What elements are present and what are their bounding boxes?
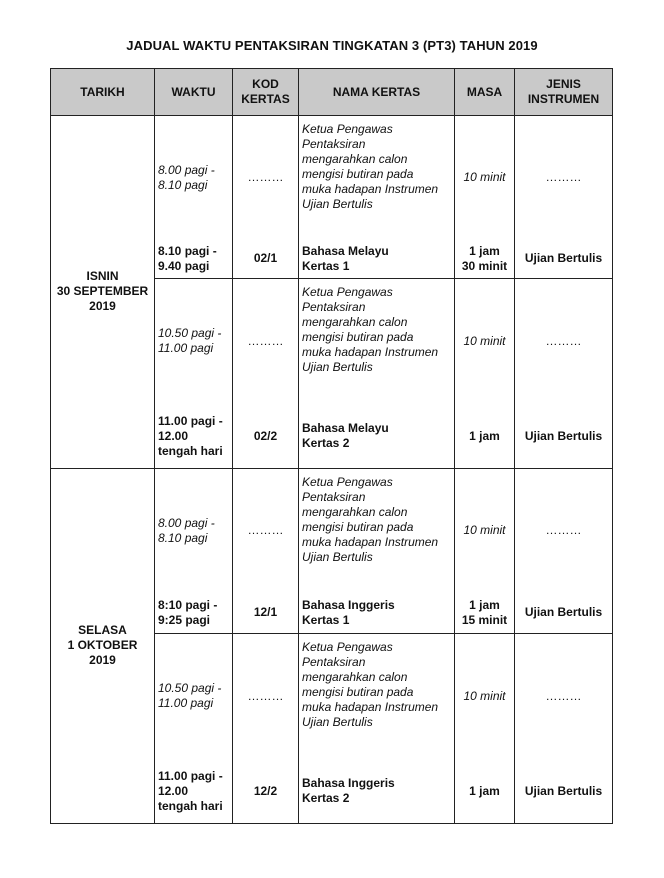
nama-line: Kertas 1: [302, 612, 350, 627]
nama-line: Ketua Pengawas: [302, 284, 393, 299]
header-jenis-line2: INSTRUMEN: [527, 92, 600, 106]
nama-line: Bahasa Melayu: [302, 421, 389, 436]
masa-line: 10 minit: [463, 333, 506, 348]
waktu-cell: [155, 116, 233, 240]
nama-line: mengisi butiran pada: [302, 684, 414, 699]
waktu-line: 8.10 pagi: [158, 177, 208, 192]
kod-kertas-cell: 02/2: [233, 404, 299, 468]
header-row: [51, 69, 613, 116]
masa-line: 1 jam: [469, 243, 500, 258]
masa-line: 1 jam: [469, 428, 500, 443]
nama-line: Pentaksiran: [302, 299, 366, 314]
date-day: ISNIN: [86, 269, 119, 284]
waktu-line: 8:10 pagi -: [158, 597, 218, 612]
nama-line: Ujian Bertulis: [302, 714, 373, 729]
nama-line: muka hadapan Instrumen: [302, 699, 439, 714]
waktu-cell: [155, 759, 233, 823]
masa-cell: [455, 592, 515, 633]
table-row: [51, 468, 613, 592]
jenis-instrumen-cell: ………: [515, 633, 613, 759]
nama-kertas-cell: [299, 240, 455, 279]
nama-line: mengarahkan calon: [302, 504, 408, 519]
date-date: 30 SEPTEMBER: [56, 284, 149, 299]
nama-line: Ketua Pengawas: [302, 474, 393, 489]
nama-kertas-cell: [299, 468, 455, 592]
nama-line: Ujian Bertulis: [302, 549, 373, 564]
jenis-instrumen-cell: Ujian Bertulis: [515, 240, 613, 279]
nama-line: mengisi butiran pada: [302, 167, 414, 181]
header-kod-line2: KERTAS: [241, 92, 290, 106]
waktu-line: 9.40 pagi: [158, 258, 210, 273]
kod-kertas-cell: 12/1: [233, 592, 299, 633]
jenis-instrumen-cell: ………: [515, 278, 613, 404]
kod-kertas-cell: ………: [233, 468, 299, 592]
nama-line: mengarahkan calon: [302, 314, 408, 329]
header-jenis-instrumen: [515, 69, 613, 116]
nama-line: Pentaksiran: [302, 137, 366, 151]
nama-line: Bahasa Inggeris: [302, 597, 395, 612]
kod-kertas-cell: ………: [233, 633, 299, 759]
masa-line: 15 minit: [461, 612, 508, 627]
waktu-line: 10.50 pagi -: [158, 681, 222, 696]
kod-kertas-cell: 02/1: [233, 240, 299, 279]
kod-kertas-cell: ………: [233, 116, 299, 240]
waktu-cell: [155, 592, 233, 633]
kod-kertas-cell: ………: [233, 278, 299, 404]
nama-line: Bahasa Inggeris: [302, 776, 395, 791]
nama-line: Kertas 1: [302, 258, 350, 273]
nama-kertas-cell: [299, 592, 455, 633]
nama-line: mengarahkan calon: [302, 152, 408, 166]
date-date: 1 OKTOBER: [67, 638, 138, 653]
masa-cell: [455, 468, 515, 592]
nama-line: Pentaksiran: [302, 654, 366, 669]
masa-cell: [455, 116, 515, 240]
masa-line: 10 minit: [463, 170, 506, 185]
waktu-line: tengah hari: [158, 798, 223, 813]
masa-line: 10 minit: [463, 688, 506, 703]
waktu-cell: [155, 278, 233, 404]
exam-schedule-table: [50, 68, 613, 824]
table-row: [51, 116, 613, 240]
nama-line: Ketua Pengawas: [302, 639, 393, 654]
waktu-line: 9:25 pagi: [158, 612, 211, 627]
jenis-instrumen-cell: Ujian Bertulis: [515, 759, 613, 823]
nama-line: Ketua Pengawas: [302, 122, 393, 136]
header-kod-kertas: [233, 69, 299, 116]
jenis-instrumen-cell: ………: [515, 468, 613, 592]
date-cell: [51, 468, 155, 823]
page-title: JADUAL WAKTU PENTAKSIRAN TINGKATAN 3 (PT3) TAHUN 2019: [126, 38, 538, 53]
date-year: 2019: [89, 653, 116, 668]
waktu-line: tengah hari: [158, 443, 223, 458]
nama-line: mengisi butiran pada: [302, 519, 414, 534]
masa-cell: [455, 278, 515, 404]
nama-kertas-cell: [299, 404, 455, 468]
nama-kertas-cell: [299, 759, 455, 823]
waktu-line: 12.00: [158, 783, 189, 798]
jenis-instrumen-cell: Ujian Bertulis: [515, 592, 613, 633]
nama-line: Ujian Bertulis: [302, 197, 373, 211]
nama-kertas-cell: [299, 633, 455, 759]
nama-line: muka hadapan Instrumen: [302, 534, 439, 549]
header-jenis-line1: JENIS: [546, 77, 581, 91]
waktu-line: 8.10 pagi: [158, 530, 208, 545]
header-masa: MASA: [455, 69, 515, 116]
jenis-instrumen-cell: Ujian Bertulis: [515, 404, 613, 468]
header-waktu: WAKTU: [155, 69, 233, 116]
date-cell: [51, 116, 155, 469]
waktu-line: 11.00 pagi: [158, 341, 214, 356]
nama-line: Bahasa Melayu: [302, 243, 389, 258]
nama-kertas-cell: [299, 278, 455, 404]
nama-line: Ujian Bertulis: [302, 359, 373, 374]
waktu-line: 10.50 pagi -: [158, 326, 222, 341]
nama-kertas-cell: [299, 116, 455, 240]
waktu-cell: [155, 468, 233, 592]
nama-line: muka hadapan Instrumen: [302, 344, 439, 359]
waktu-cell: [155, 633, 233, 759]
nama-line: mengarahkan calon: [302, 669, 408, 684]
header-nama-kertas: NAMA KERTAS: [299, 69, 455, 116]
header-tarikh: TARIKH: [51, 69, 155, 116]
masa-line: 1 jam: [469, 597, 500, 612]
waktu-line: 11.00 pagi -: [158, 413, 223, 428]
waktu-line: 11.00 pagi -: [158, 768, 223, 783]
masa-line: 10 minit: [463, 523, 506, 538]
jenis-instrumen-cell: ………: [515, 116, 613, 240]
waktu-line: 8.10 pagi -: [158, 243, 217, 258]
masa-cell: [455, 759, 515, 823]
masa-line: 30 minit: [461, 258, 508, 273]
waktu-line: 12.00: [158, 428, 189, 443]
masa-cell: [455, 404, 515, 468]
waktu-line: 8.00 pagi -: [158, 162, 215, 177]
header-kod-line1: KOD: [252, 77, 279, 91]
date-day: SELASA: [78, 623, 127, 638]
kod-kertas-cell: 12/2: [233, 759, 299, 823]
nama-line: Pentaksiran: [302, 489, 366, 504]
waktu-line: 8.00 pagi -: [158, 515, 215, 530]
date-year: 2019: [89, 299, 116, 314]
nama-line: Kertas 2: [302, 791, 350, 806]
masa-line: 1 jam: [469, 783, 500, 798]
nama-line: mengisi butiran pada: [302, 329, 414, 344]
waktu-cell: [155, 404, 233, 468]
waktu-line: 11.00 pagi: [158, 696, 214, 711]
nama-line: Kertas 2: [302, 436, 350, 451]
masa-cell: [455, 633, 515, 759]
masa-cell: [455, 240, 515, 279]
waktu-cell: [155, 240, 233, 279]
nama-line: muka hadapan Instrumen: [302, 182, 439, 196]
